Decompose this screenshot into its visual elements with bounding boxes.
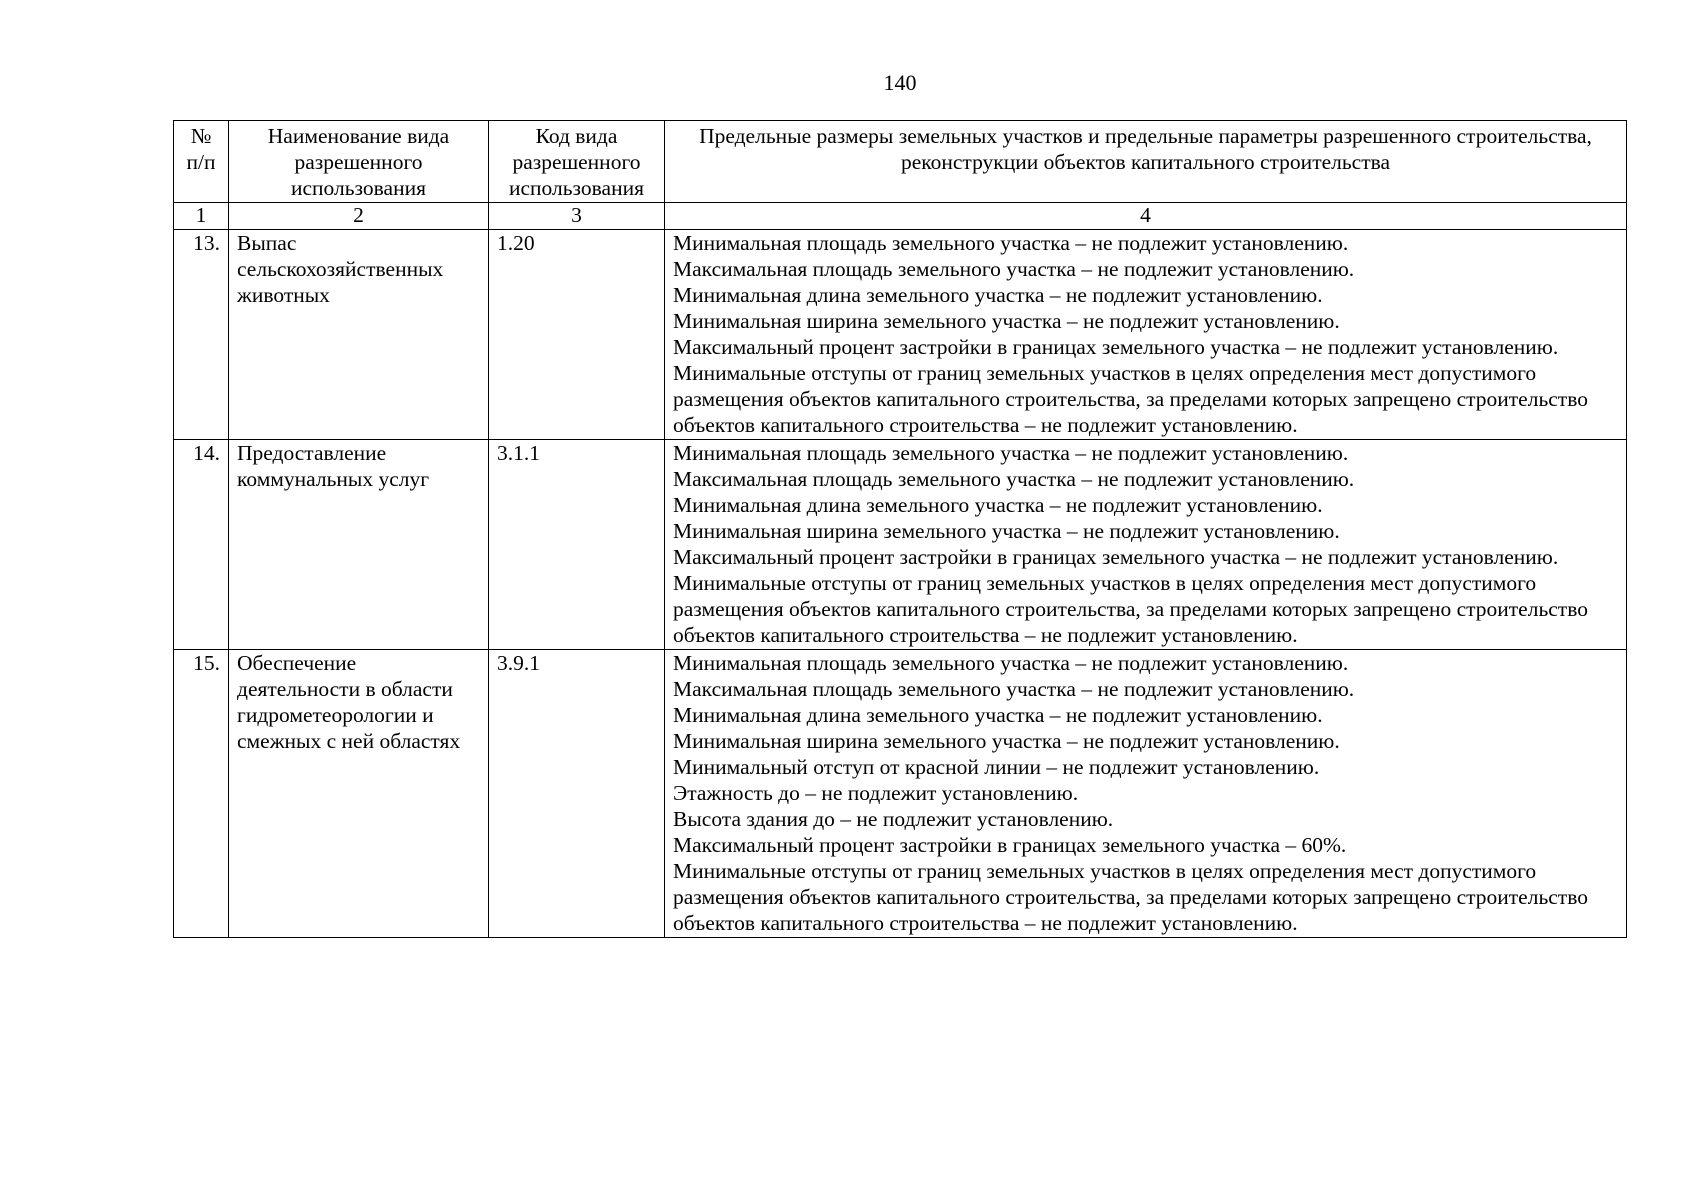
parameter-line: Максимальный процент застройки в границах земельного участка – не подлежит установлению. [673, 335, 1559, 359]
column-index-1: 1 [174, 203, 229, 230]
table-row [174, 230, 1627, 440]
parameter-line: Минимальный отступ от красной линии – не подлежит установлению. [673, 755, 1320, 779]
parameter-line: Минимальная ширина земельного участка – не подлежит установлению. [673, 729, 1340, 753]
parameters-cell [665, 440, 1627, 650]
column-index-2: 2 [229, 203, 489, 230]
parameter-line: Минимальная длина земельного участка – не подлежит установлению. [673, 493, 1323, 517]
parameter-line: Максимальная площадь земельного участка – не подлежит установлению. [673, 677, 1355, 701]
table-row [174, 650, 1627, 938]
permitted-use-table [173, 120, 1627, 938]
page-number: 140 [883, 70, 917, 95]
parameter-line: Максимальный процент застройки в границах земельного участка – 60%. [673, 833, 1347, 857]
use-code-cell: 3.9.1 [489, 650, 665, 938]
parameter-line: Высота здания до – не подлежит установлению. [673, 807, 1114, 831]
column-index-3: 3 [489, 203, 665, 230]
use-code-cell: 3.1.1 [489, 440, 665, 650]
parameter-line: Минимальная длина земельного участка – не подлежит установлению. [673, 283, 1323, 307]
table-row [174, 440, 1627, 650]
parameters-cell [665, 650, 1627, 938]
column-index-4: 4 [665, 203, 1627, 230]
header-cell-number: № п/п [174, 121, 229, 203]
parameter-line: Максимальная площадь земельного участка – не подлежит установлению. [673, 257, 1355, 281]
row-number-cell: 13. [174, 230, 229, 440]
row-number-cell: 15. [174, 650, 229, 938]
table-body [174, 230, 1627, 938]
use-name-cell: Предоставление коммунальных услуг [229, 440, 489, 650]
parameter-line: Минимальная площадь земельного участка – не подлежит установлению. [673, 231, 1349, 255]
header-cell-parameters: Предельные размеры земельных участков и предельные параметры разрешенного строительства, реконструкции объектов капитального строительства [665, 121, 1627, 203]
parameter-line: Минимальная ширина земельного участка – не подлежит установлению. [673, 309, 1340, 333]
parameter-line: Минимальная площадь земельного участка – не подлежит установлению. [673, 651, 1349, 675]
use-name-cell: Обеспечение деятельности в области гидрометеорологии и смежных с ней областях [229, 650, 489, 938]
parameter-line: Максимальный процент застройки в границах земельного участка – не подлежит установлению. [673, 545, 1559, 569]
parameter-line: Минимальная площадь земельного участка – не подлежит установлению. [673, 441, 1349, 465]
parameter-line: Минимальные отступы от границ земельных участков в целях определения мест допустимого размещения объектов капитального строительства, за пределами которых запрещено строительство объектов капитального строительства – не подлежит установлению. [673, 859, 1588, 935]
use-code-cell: 1.20 [489, 230, 665, 440]
parameter-line: Минимальные отступы от границ земельных участков в целях определения мест допустимого размещения объектов капитального строительства, за пределами которых запрещено строительство объектов капитального строительства – не подлежит установлению. [673, 361, 1588, 437]
parameter-line: Максимальная площадь земельного участка – не подлежит установлению. [673, 467, 1355, 491]
row-number-cell: 14. [174, 440, 229, 650]
column-index-row [174, 203, 1627, 230]
table-header [174, 121, 1627, 230]
parameter-line: Этажность до – не подлежит установлению. [673, 781, 1079, 805]
header-cell-use-name: Наименование вида разрешенного использования [229, 121, 489, 203]
header-row [174, 121, 1627, 203]
parameter-line: Минимальная длина земельного участка – не подлежит установлению. [673, 703, 1323, 727]
parameter-line: Минимальная ширина земельного участка – не подлежит установлению. [673, 519, 1340, 543]
parameters-cell [665, 230, 1627, 440]
use-name-cell: Выпас сельскохозяйственных животных [229, 230, 489, 440]
parameter-line: Минимальные отступы от границ земельных участков в целях определения мест допустимого размещения объектов капитального строительства, за пределами которых запрещено строительство объектов капитального строительства – не подлежит установлению. [673, 571, 1588, 647]
header-cell-use-code: Код вида разрешенного использования [489, 121, 665, 203]
